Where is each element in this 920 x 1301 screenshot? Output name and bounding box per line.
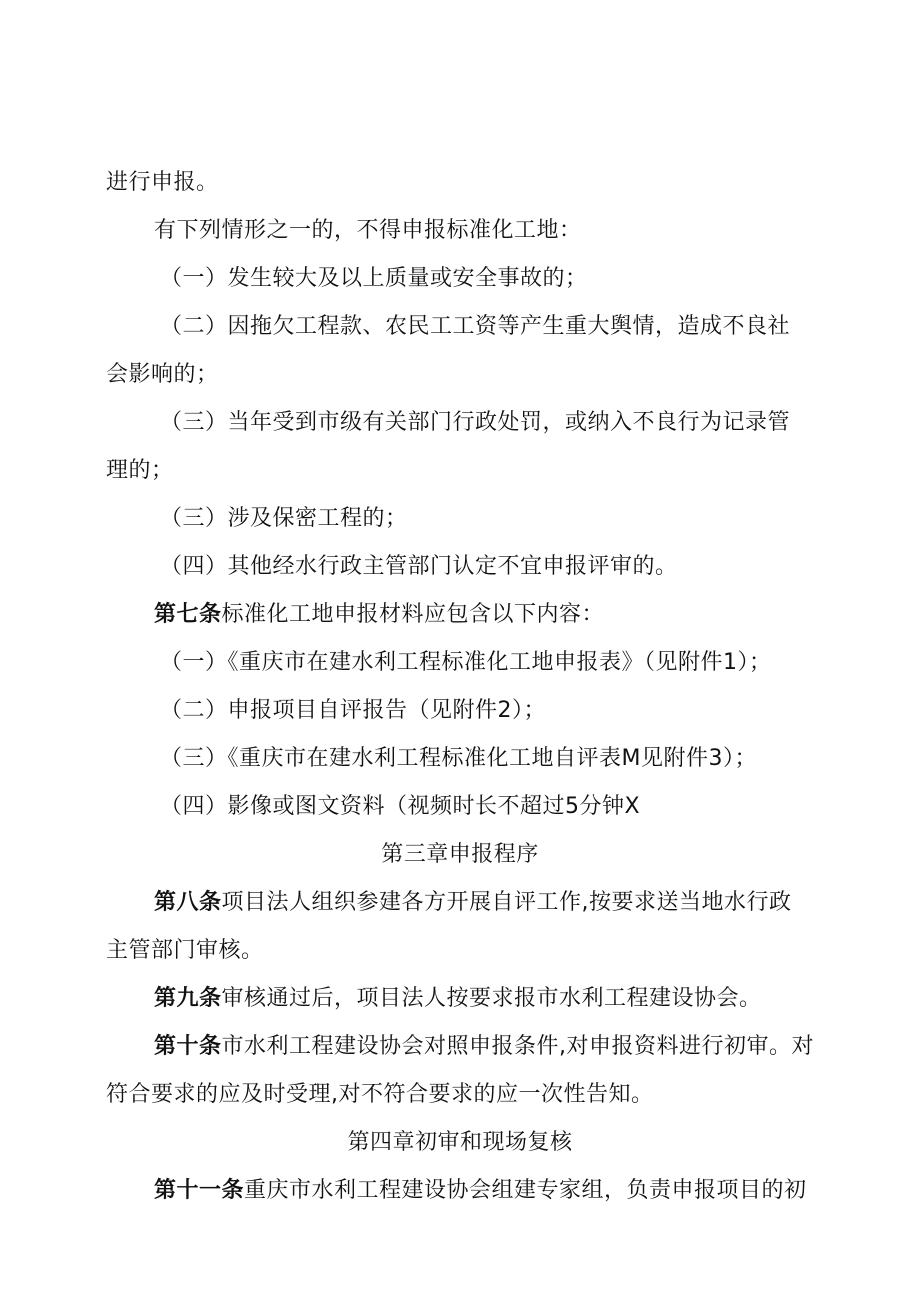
paragraph-line [106, 936, 264, 966]
paragraph-line [106, 1080, 654, 1110]
line-text: 有下列情形之一的，不得申报标准化工地： [154, 218, 582, 243]
line-text: 进行申报。 [106, 170, 219, 195]
article-paragraph [154, 1176, 807, 1206]
article-label: 第八条 [154, 890, 222, 915]
list-item [160, 696, 546, 726]
line-text: 重庆市水利工程建设协会组建专家组，负责申报项目的初 [244, 1178, 807, 1203]
paragraph-line [106, 456, 174, 486]
article-label: 第九条 [154, 986, 222, 1011]
list-item [160, 504, 408, 534]
line-text: （一）发生较大及以上质量或安全事故的； [160, 266, 588, 291]
article-label: 第七条 [154, 602, 222, 627]
line-text: 审核通过后，项目法人按要求报市水利工程建设协会。 [221, 986, 762, 1011]
line-text: （二）因拖欠工程款、农民工工资等产生重大舆情，造成不良社 [160, 314, 791, 339]
chapter-title: 第三章申报程序 [381, 842, 539, 867]
line-text: 符合要求的应及时受理,对不符合要求的应一次性告知。 [106, 1082, 654, 1107]
line-text: （四）其他经水行政主管部门认定不宜申报评审的。 [160, 554, 678, 579]
list-item [160, 312, 790, 342]
line-text: 市水利工程建设协会对照申报条件,对申报资料进行初审。对 [221, 1034, 815, 1059]
chapter-heading [0, 840, 920, 870]
line-text: 理的； [106, 458, 174, 483]
line-text: （二）申报项目自评报告（见附件2）； [160, 698, 546, 723]
list-item [160, 264, 588, 294]
line-text: （四）影像或图文资料（视频时长不超过5分钟X [160, 794, 641, 819]
line-text: 项目法人组织参建各方开展自评工作,按要求送当地水行政 [221, 890, 792, 915]
article-paragraph [154, 888, 792, 918]
article-paragraph [154, 984, 762, 1014]
line-text: 主管部门审核。 [106, 938, 264, 963]
list-item [160, 408, 790, 438]
paragraph-line [106, 360, 219, 390]
line-text: （三）当年受到市级有关部门行政处罚，或纳入不良行为记录管 [160, 410, 791, 435]
list-item [160, 792, 640, 822]
article-label: 第十一条 [154, 1178, 245, 1203]
list-item [160, 648, 772, 678]
paragraph-line [106, 168, 219, 198]
article-paragraph [154, 600, 604, 630]
article-paragraph [154, 1032, 814, 1062]
line-text: （三）涉及保密工程的； [160, 506, 408, 531]
chapter-title: 第四章初审和现场复核 [347, 1130, 573, 1155]
line-text: 标准化工地申报材料应包含以下内容： [221, 602, 605, 627]
line-text: 会影响的； [106, 362, 219, 387]
article-label: 第十条 [154, 1034, 222, 1059]
list-item [160, 744, 757, 774]
line-text: （三）《重庆市在建水利工程标准化工地自评表M见附件3）； [160, 746, 757, 771]
chapter-heading [0, 1128, 920, 1158]
line-text: （一）《重庆市在建水利工程标准化工地申报表》（见附件1）； [160, 650, 772, 675]
list-item [160, 552, 678, 582]
paragraph-line [154, 216, 582, 246]
